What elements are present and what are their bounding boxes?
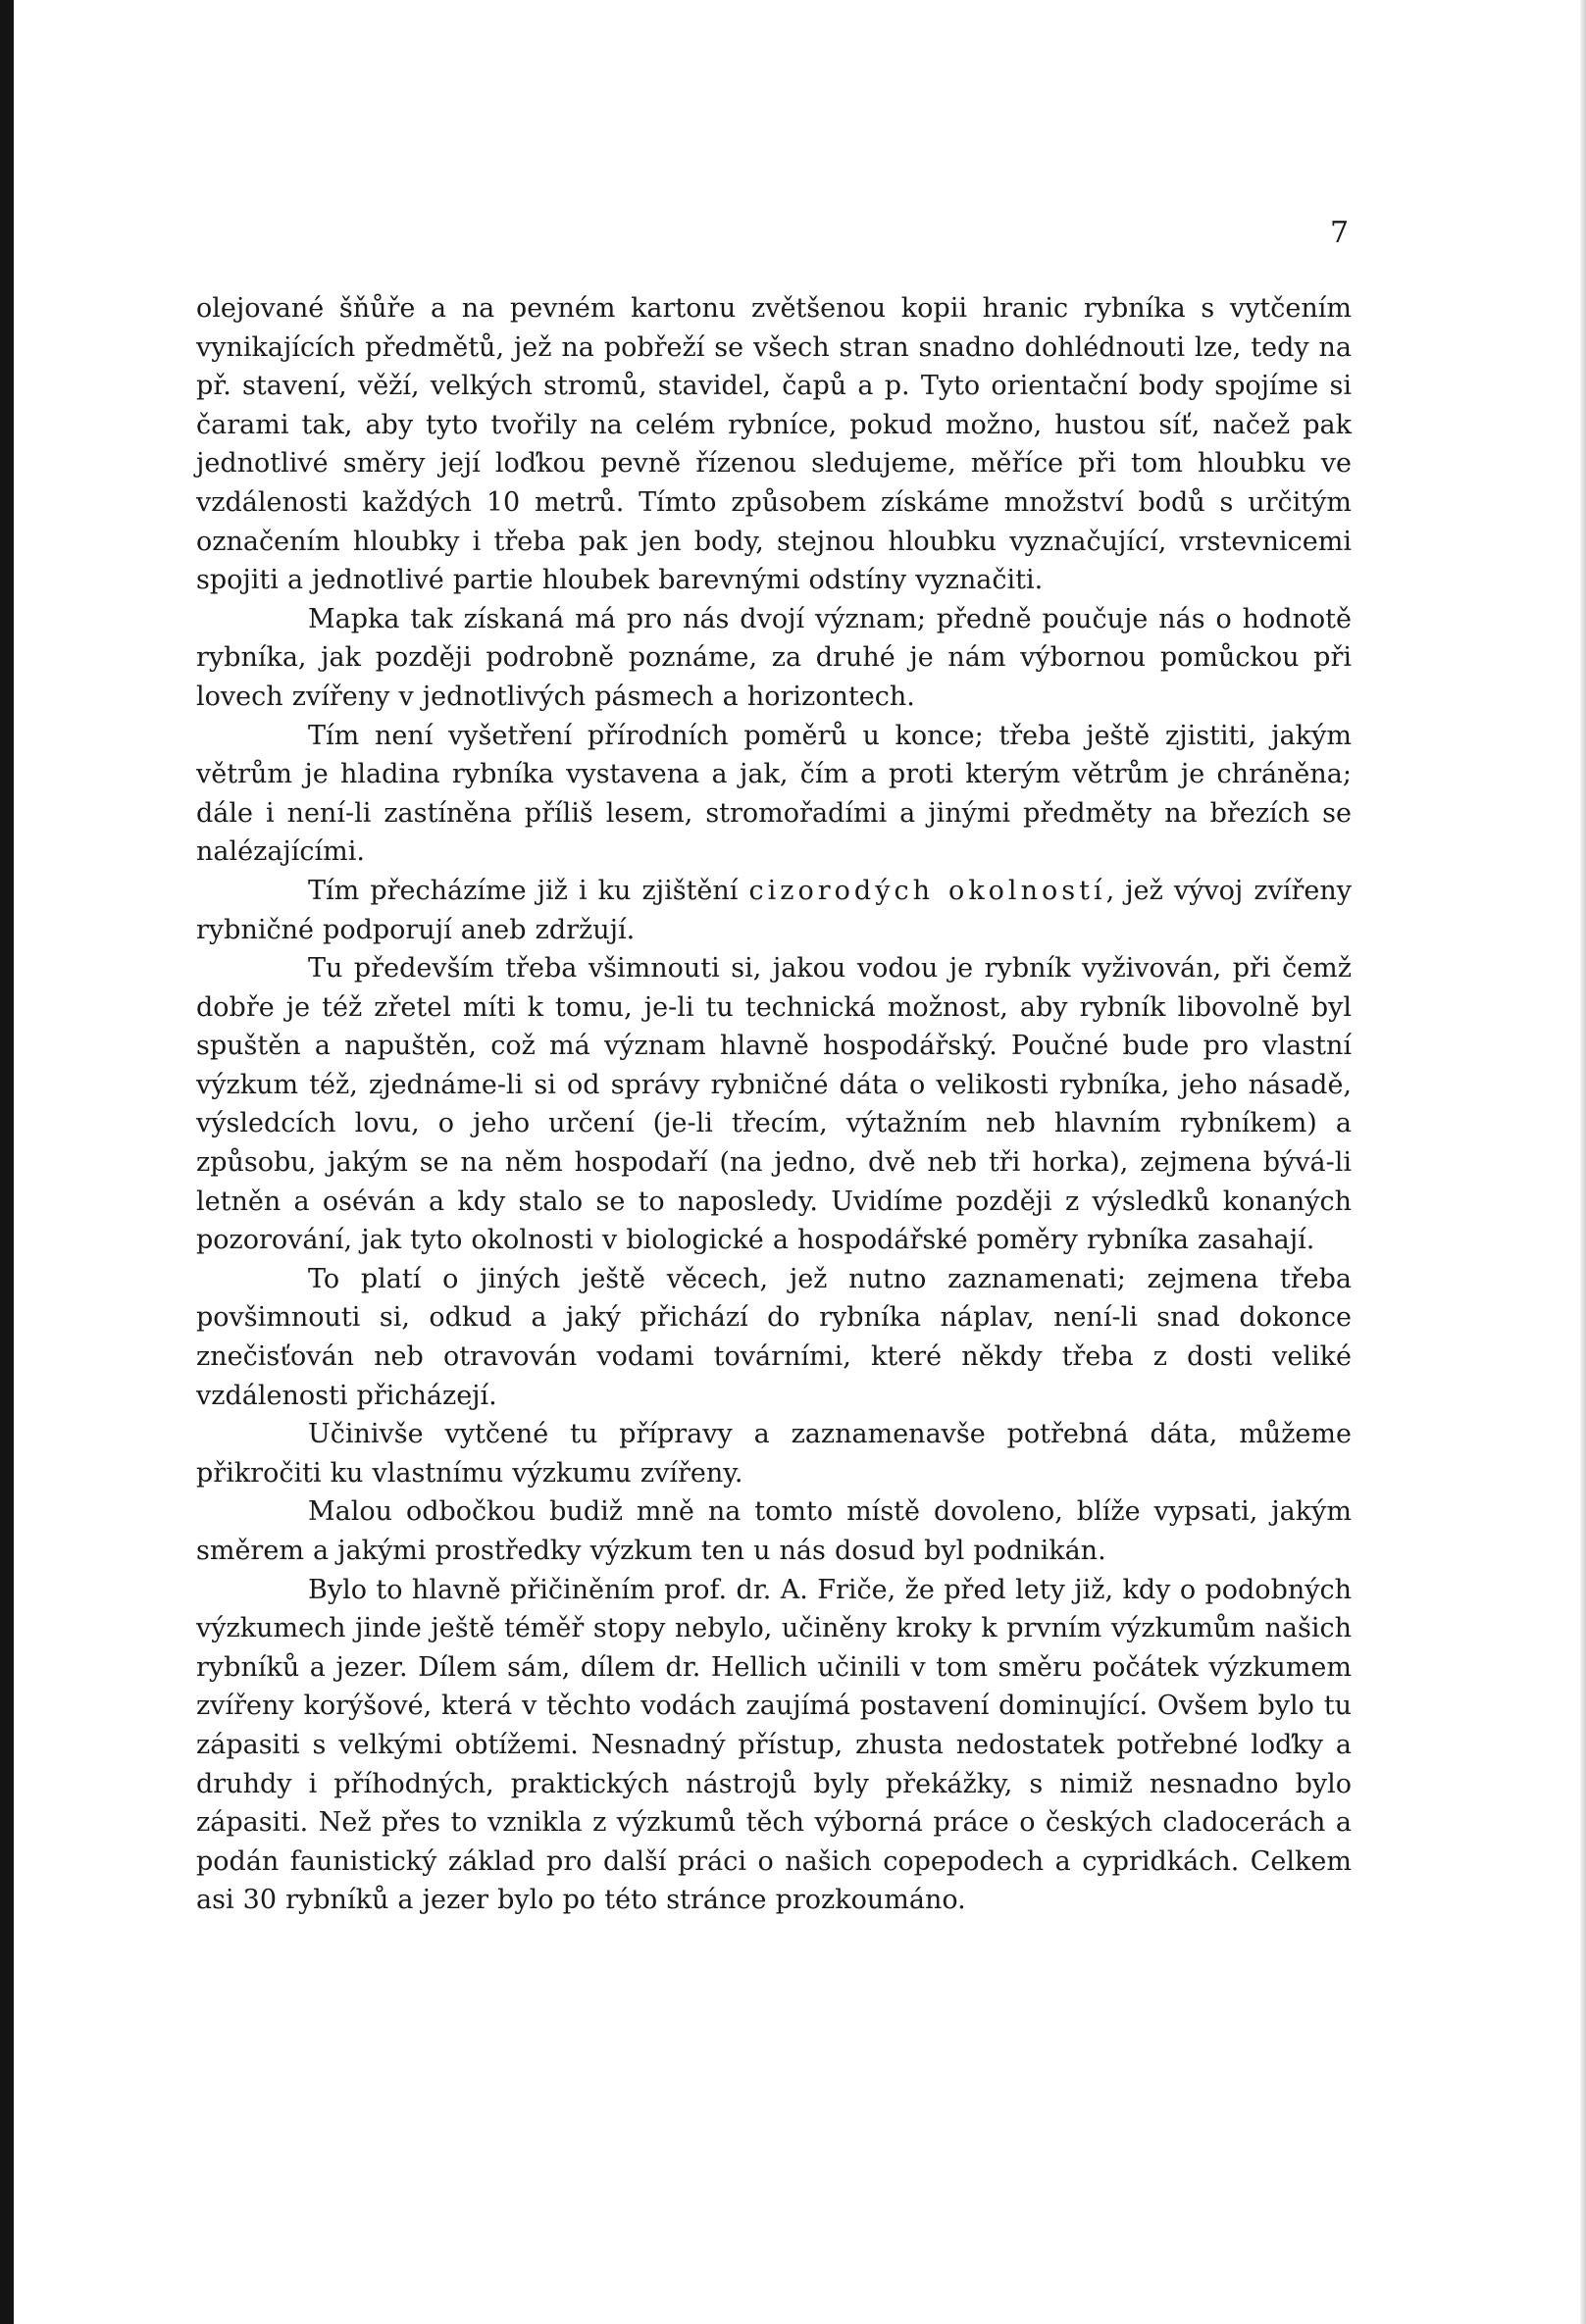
paragraph-2: Mapka tak získaná má pro nás dvojí význam; předně poučuje nás o hodnotě rybníka, jak později podrobně poznáme, za druhé je nám výbornou pomůckou při lovech zvířeny v jednotlivých pásmech a horizontech.	[196, 603, 1352, 712]
paragraph-6: To platí o jiných ještě věcech, jež nutno zaznamenati; zejmena třeba povšimnouti si, odkud a jaký přichází do rybníka náplav, není-li snad dokonce znečisťován neb otravován vodami továrními, které někdy třeba z dosti veliké vzdálenosti přicházejí.	[196, 1263, 1352, 1411]
paragraph-4-tail: , jež vývoj zvířeny rybničné podporují aneb zdržují.	[196, 875, 1352, 945]
paragraph-4-lead: Tím přecházíme již i ku zjištění	[308, 875, 749, 906]
paragraph-1: olejované šňůře a na pevném kartonu zvětšenou kopii hranic rybníka s vytčením vynikajících předmětů, jež na pobřeží se všech stran snadno dohlédnouti lze, tedy na př. stavení, věží, velkých stromů, stavidel, čapů a p. Tyto orientační body spojíme si čarami tak, aby tyto tvořily na celém rybníce, pokud možno, hustou síť, načež pak jednotlivé směry její loďkou pevně řízenou sledujeme, měříce při tom hloubku ve vzdálenosti každých 10 metrů. Tímto způsobem získáme množství bodů s určitým označením hloubky i třeba pak jen body, stejnou hloubku vyznačující, vrstevnicemi spojiti a jednotlivé partie hloubek barevnými odstíny vyznačiti.	[196, 293, 1352, 596]
page-number: 7	[1330, 216, 1351, 250]
scan-border-right	[1580, 0, 1586, 2324]
paragraph-9: Bylo to hlavně přičiněním prof. dr. A. Friče, že před lety již, kdy o podobných výzkumech jinde ještě téměř stopy nebylo, učiněny kroky k prvním výzkumům našich rybníků a jezer. Dílem sám, dílem dr. Hellich učinili v tom směru počátek výzkumem zvířeny korýšové, která v těchto vodách zaujímá postavení dominující. Ovšem bylo tu zápasiti s velkými obtížemi. Nesnadný přístup, zhusta nedostatek potřebné loďky a druhdy i příhodných, praktických nástrojů byly překážky, s nimiž nesnadno bylo zápasiti. Než přes to vznikla z výzkumů těch výborná práce o českých cladocerách a podán faunistický základ pro další práci o našich copepodech a cypridkách. Celkem asi 30 rybníků a jezer bylo po této stránce prozkoumáno.	[196, 1574, 1352, 1916]
scan-border-left	[0, 0, 14, 2324]
paragraph-3: Tím není vyšetření přírodních poměrů u konce; třeba ještě zjistiti, jakým větrům je hladina rybníka vystavena a jak, čím a proti kterým větrům je chráněna; dále i není-li zastíněna příliš lesem, stromořadími a jinými předměty na březích se nalézajícími.	[196, 720, 1352, 868]
paragraph-7: Učinivše vytčené tu přípravy a zaznamenavše potřebná dáta, můžeme přikročiti ku vlastnímu výzkumu zvířeny.	[196, 1419, 1352, 1489]
body-text	[196, 289, 1352, 1920]
paragraph-8: Malou odbočkou budiž mně na tomto místě dovoleno, blíže vypsati, jakým směrem a jakými prostředky výzkum ten u nás dosud byl podnikán.	[196, 1496, 1352, 1566]
emphasis-spaced-term: cizorodých okolností	[748, 875, 1106, 906]
paragraph-5: Tu především třeba všimnouti si, jakou vodou je rybník vyživován, při čemž dobře je též zřetel míti k tomu, je-li tu technická možnost, aby rybník libovolně byl spuštěn a napuštěn, což má význam hlavně hospodářský. Poučné bude pro vlastní výzkum též, zjednáme-li si od správy rybničné dáta o velikosti rybníka, jeho násadě, výsledcích lovu, o jeho určení (je-li třecím, výtažním neb hlavním rybníkem) a způsobu, jakým se na něm hospodaří (na jedno, dvě neb tři horka), zejmena bývá-li letněn a oséván a kdy stalo se to naposledy. Uvidíme později z výsledků konaných pozorování, jak tyto okolnosti v biologické a hospodářské poměry rybníka zasahají.	[196, 953, 1352, 1256]
paragraph-4	[196, 872, 1352, 949]
